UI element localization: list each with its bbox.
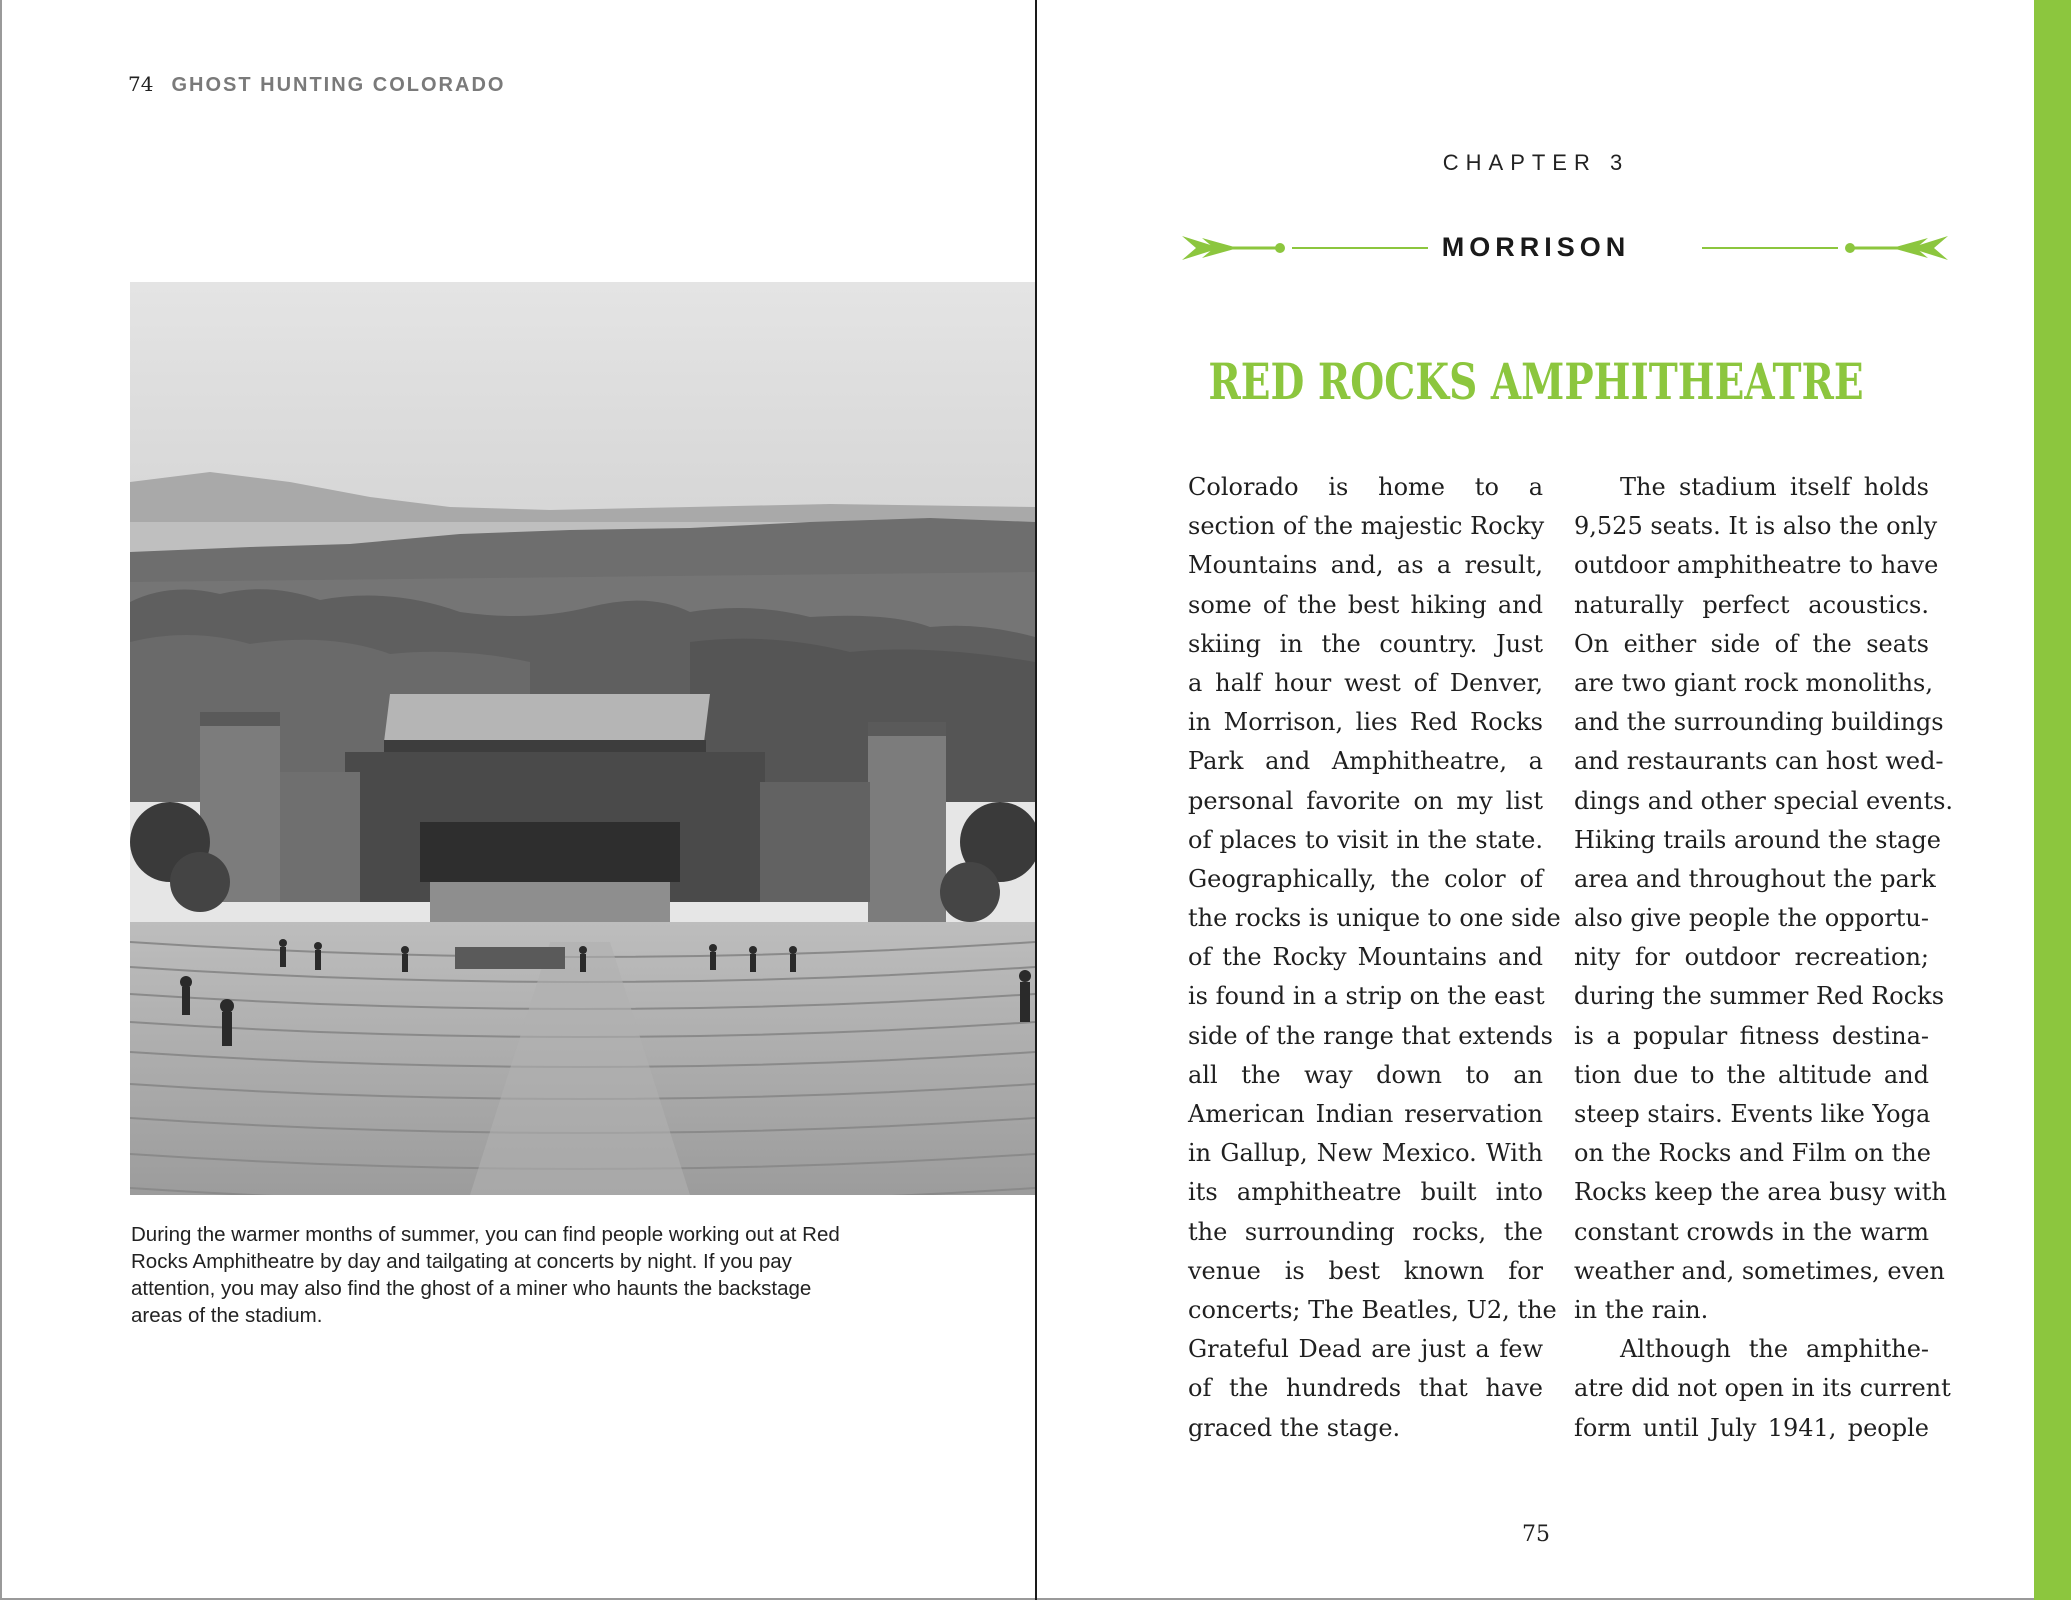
text-line: nity for outdoor recreation; [1574,943,1929,972]
text-line: on the Rocks and Film on the [1574,1139,1931,1168]
book-title: GHOST HUNTING COLORADO [171,74,506,96]
text-line: a half hour west of Denver, [1188,668,1543,697]
photo-illustration [130,282,1035,1195]
text-line: is a popular fitness destina- [1574,1021,1929,1050]
text-line: section of the majestic Rocky [1188,512,1545,541]
text-line: American Indian reservation [1188,1100,1543,1128]
text-line: outdoor amphitheatre to have [1574,551,1939,580]
text-line: constant crowds in the warm [1574,1217,1929,1246]
page-edge-left [0,0,2,1600]
text-line: The stadium itself holds [1620,473,1929,501]
red-rocks-amphitheatre-photo [130,282,1035,1195]
text-line: Colorado is home to a [1188,473,1543,501]
text-line: Rocks keep the area busy with [1574,1178,1947,1207]
text-line: Geographically, the color of [1188,864,1543,893]
text-line: in the rain. [1574,1295,1709,1324]
text-line: some of the best hiking and [1188,590,1543,619]
text-line: concerts; The Beatles, U2, the [1188,1295,1557,1324]
text-line: 9,525 seats. It is also the only [1574,512,1938,541]
text-line: area and throughout the park [1574,864,1936,893]
text-line: in Gallup, New Mexico. With [1188,1139,1543,1168]
text-column-1 [1188,468,1561,1448]
text-line: of the hundreds that have [1188,1374,1543,1403]
text-line: Grateful Dead are just a few [1188,1335,1543,1364]
text-line: and restaurants can host wed- [1574,747,1944,776]
text-line: Hiking trails around the stage [1574,825,1941,854]
text-line: is found in a strip on the east [1188,982,1545,1011]
text-line: in Morrison, lies Red Rocks [1188,708,1543,737]
photo-caption: During the warmer months of summer, you can find people working out at Red Rocks Amphitheatre by day and tailgating at concerts by night. If you pay attention, you may also find the ghost of a miner who haunts the backstage areas of the stadium. [131,1223,840,1327]
text-line: dings and other special events. [1574,786,1954,815]
text-line: side of the range that extends [1188,1021,1553,1050]
text-line: skiing in the country. Just [1188,629,1543,658]
text-line: graced the stage. [1188,1413,1401,1442]
text-line: tion due to the altitude and [1574,1060,1929,1089]
chapter-name: MORRISON [1441,232,1631,262]
left-page-number: 74 [128,72,154,96]
text-line: weather and, sometimes, even [1574,1256,1945,1285]
text-line: Although the amphithe- [1620,1335,1929,1364]
text-line: steep stairs. Events like Yoga [1574,1100,1931,1128]
text-column-2 [1574,468,1954,1448]
text-line: naturally perfect acoustics. [1574,590,1929,619]
text-line: the rocks is unique to one side [1188,904,1561,933]
text-line: its amphitheatre built into [1188,1178,1543,1207]
text-line: all the way down to an [1188,1060,1543,1089]
running-head [128,72,505,97]
text-line: personal favorite on my list [1188,786,1543,815]
text-line: and the surrounding buildings [1574,708,1944,737]
text-line: On either side of the seats [1574,629,1929,658]
right-page-number: 75 [1522,1522,1550,1547]
text-line: are two giant rock monoliths, [1574,668,1934,697]
green-edge-band [2034,0,2071,1600]
text-line: during the summer Red Rocks [1574,982,1945,1011]
section-title: RED ROCKS AMPHITHEATRE [1208,352,1864,411]
text-line: of places to visit in the state. [1188,825,1543,854]
chapter-label: CHAPTER 3 [1442,150,1630,175]
text-line: the surrounding rocks, the [1188,1217,1543,1246]
text-line: form until July 1941, people [1574,1413,1929,1442]
text-line: Mountains and, as a result, [1188,551,1543,580]
text-line: also give people the opportu- [1574,904,1929,933]
text-line: venue is best known for [1188,1256,1543,1285]
text-line: Park and Amphitheatre, a [1188,747,1543,776]
text-line: atre did not open in its current [1574,1374,1951,1403]
text-line: of the Rocky Mountains and [1188,943,1543,972]
